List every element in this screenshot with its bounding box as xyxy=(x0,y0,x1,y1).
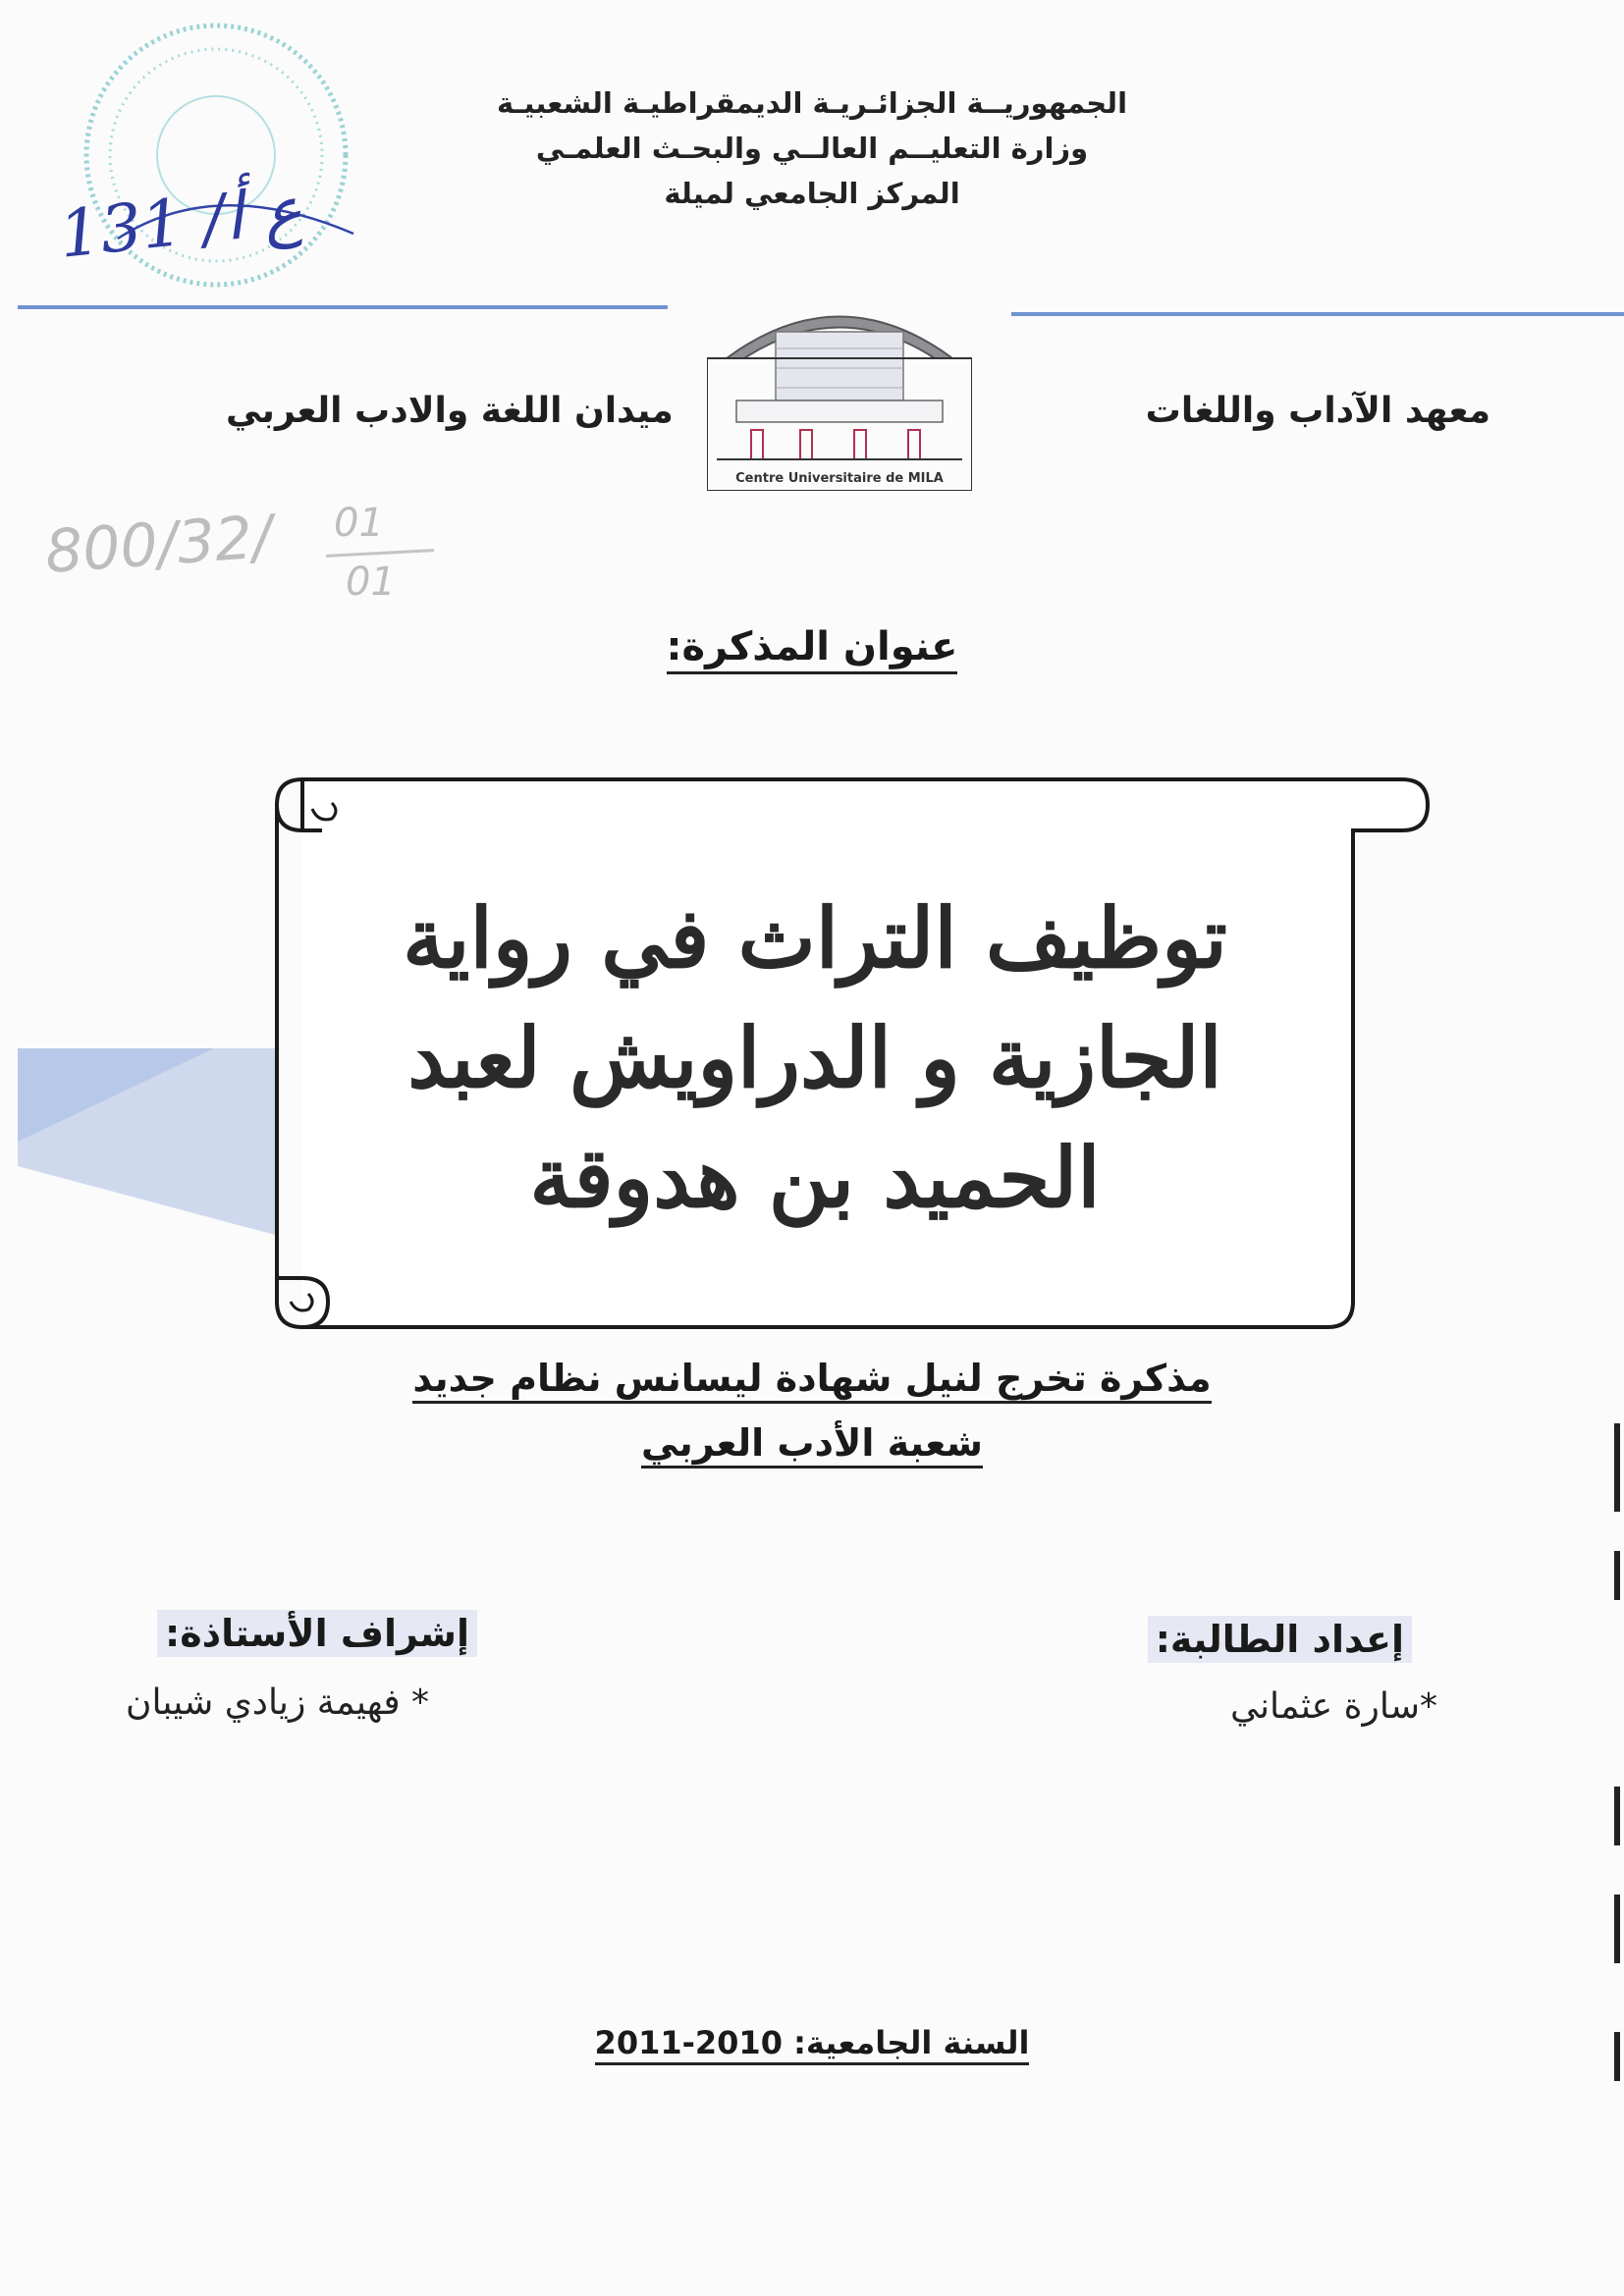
reference-fraction-bottom: 01 xyxy=(346,560,396,605)
scan-edge-mark xyxy=(1614,1895,1620,1963)
branch-text: شعبة الأدب العربي xyxy=(641,1421,983,1468)
student-name: *سارة عثماني xyxy=(1230,1686,1437,1727)
scan-edge-mark xyxy=(1614,1787,1620,1845)
handwritten-reference xyxy=(39,501,452,628)
branch-section xyxy=(0,1421,1624,1465)
thesis-title-line-2: الجازية و الدراويش لعبد xyxy=(407,1009,1222,1106)
header-rule-right xyxy=(1011,312,1624,316)
thesis-title-line-1: توظيف التراث في رواية xyxy=(403,889,1227,987)
memo-title-section xyxy=(0,624,1624,669)
reference-fraction-top: 01 xyxy=(334,501,384,546)
university-building-icon xyxy=(707,285,972,491)
header-center: المركز الجامعي لميلة xyxy=(664,177,960,210)
header-republic: الجمهوريــة الجزائـريـة الديمقراطيـة الشعبيـة xyxy=(496,86,1128,120)
degree-text: مذكرة تخرج لنيل شهادة ليسانس نظام جديد xyxy=(412,1357,1211,1404)
memo-title-label: عنوان المذكرة: xyxy=(667,624,958,674)
field-label: ميدان اللغة والادب العربي xyxy=(226,391,674,431)
logo-caption: Centre Universitaire de MILA xyxy=(735,471,944,486)
scan-edge-mark xyxy=(1614,1551,1620,1600)
reference-fraction-bar xyxy=(326,549,434,558)
degree-section xyxy=(0,1357,1624,1400)
stamp-handwritten-number: 131 /ع أ xyxy=(55,172,306,273)
scan-edge-mark xyxy=(1614,1423,1620,1512)
header-ministry: وزارة التعليــم العالــي والبحـث العلمـي xyxy=(535,132,1089,165)
decorative-wedge-shape xyxy=(18,1048,275,1235)
library-stamp xyxy=(55,8,373,302)
supervisor-name: * فهيمة زيادي شيبان xyxy=(126,1682,429,1723)
student-label: إعداد الطالبة: xyxy=(1148,1616,1412,1663)
academic-year: السنة الجامعية: 2010-2011 xyxy=(595,2024,1030,2065)
header-rule-left xyxy=(18,305,668,309)
supervisor-label: إشراف الأستاذة: xyxy=(157,1610,477,1657)
student-block xyxy=(1148,1616,1412,1663)
university-logo xyxy=(707,285,972,491)
institute-label: معهد الآداب واللغات xyxy=(1145,391,1490,431)
academic-year-section xyxy=(0,2024,1624,2061)
thesis-title xyxy=(324,879,1306,1238)
thesis-title-line-3: الحميد بن هدوقة xyxy=(529,1129,1101,1226)
supervisor-block xyxy=(157,1610,477,1657)
reference-number: 800/32/ xyxy=(42,503,275,587)
scan-edge-mark xyxy=(1614,2032,1620,2081)
